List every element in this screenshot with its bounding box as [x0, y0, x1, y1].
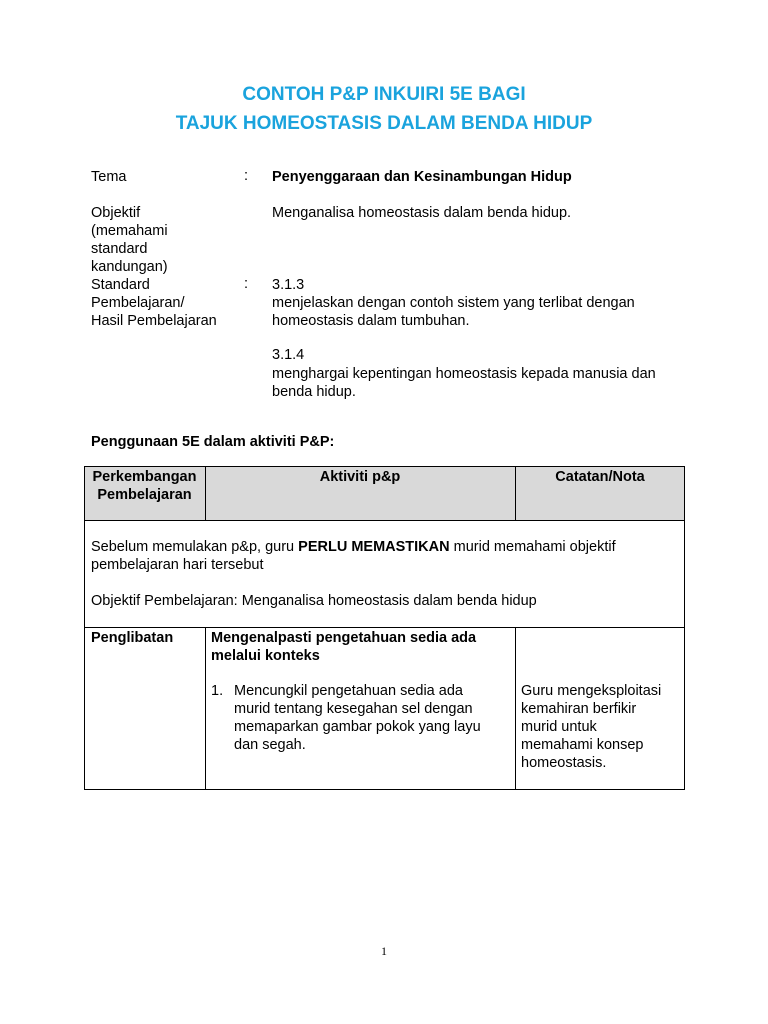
row-note-line-4: memahami konsep — [521, 737, 644, 753]
row-note-line-3: murid untuk — [521, 719, 597, 735]
row-note-line-5: homeostasis. — [521, 755, 607, 771]
row-step-line-2: murid tentang kesegahan sel dengan — [234, 701, 473, 717]
row-note-line-2: kemahiran berfikir — [521, 701, 637, 717]
header-col3: Catatan/Nota — [555, 469, 645, 485]
intro-line-1-bold: PERLU MEMASTIKAN — [298, 539, 450, 555]
intro-line-2: pembelajaran hari tersebut — [91, 557, 264, 573]
table-col-divider-2b — [515, 627, 516, 790]
row-step-number: 1. — [211, 683, 224, 699]
standard-text-1a: menjelaskan dengan contoh sistem yang terlibat dengan — [272, 295, 635, 311]
standard-text-1b: homeostasis dalam tumbuhan. — [272, 313, 470, 329]
intro-line-1 — [91, 538, 616, 556]
header-col2: Aktiviti p&p — [319, 469, 401, 485]
section-heading: Penggunaan 5E dalam aktiviti P&P: — [91, 434, 335, 450]
table-border-bottom — [84, 789, 685, 790]
title-line-1: CONTOH P&P INKUIRI 5E BAGI — [242, 84, 526, 105]
row-note-line-1: Guru mengeksploitasi — [521, 683, 662, 699]
row-step-line-3: memaparkan gambar pokok yang layu — [234, 719, 481, 735]
standard-text-2a: menghargai kepentingan homeostasis kepada manusia dan — [272, 366, 656, 382]
activity-table — [84, 466, 685, 790]
intro-line-1-pre: Sebelum memulakan p&p, guru — [91, 539, 299, 555]
standard-label-1: Standard — [91, 277, 150, 293]
page-number: 1 — [381, 944, 387, 958]
table-intro-divider — [84, 627, 685, 628]
table-header-divider — [84, 520, 685, 521]
row-activity-title-1: Mengenalpasti pengetahuan sedia ada — [211, 630, 477, 646]
standard-code-2: 3.1.4 — [272, 347, 305, 363]
header-col1-line1: Perkembangan — [92, 469, 197, 485]
row-activity-title-2: melalui konteks — [211, 648, 320, 664]
objektif-value: Menganalisa homeostasis dalam benda hidup. — [272, 205, 572, 221]
objektif-label-1: Objektif — [91, 205, 141, 221]
title-line-2: TAJUK HOMEOSTASIS DALAM BENDA HIDUP — [175, 113, 593, 134]
objektif-label-3: standard — [91, 241, 148, 257]
table-col-divider-1b — [205, 627, 206, 790]
table-border-right — [684, 466, 685, 790]
tema-colon: : — [244, 168, 249, 184]
header-col1-line2: Pembelajaran — [97, 487, 192, 503]
row-stage: Penglibatan — [91, 630, 174, 646]
objektif-label-4: kandungan) — [91, 259, 168, 275]
intro-line-1-post: murid memahami objektif — [449, 539, 616, 555]
standard-label-2: Pembelajaran/ — [91, 295, 185, 311]
standard-label-3: Hasil Pembelajaran — [91, 313, 217, 329]
table-border-left — [84, 466, 85, 790]
intro-objective: Objektif Pembelajaran: Menganalisa homeostasis dalam benda hidup — [91, 593, 537, 609]
standard-colon: : — [244, 276, 249, 292]
objektif-label-2: (memahami — [91, 223, 168, 239]
table-border-top — [84, 466, 685, 467]
standard-code-1: 3.1.3 — [272, 277, 305, 293]
tema-value: Penyenggaraan dan Kesinambungan Hidup — [272, 169, 572, 185]
row-step-line-1: Mencungkil pengetahuan sedia ada — [234, 683, 463, 699]
tema-label: Tema — [91, 169, 127, 185]
row-step-line-4: dan segah. — [234, 737, 306, 753]
standard-text-2b: benda hidup. — [272, 384, 356, 400]
